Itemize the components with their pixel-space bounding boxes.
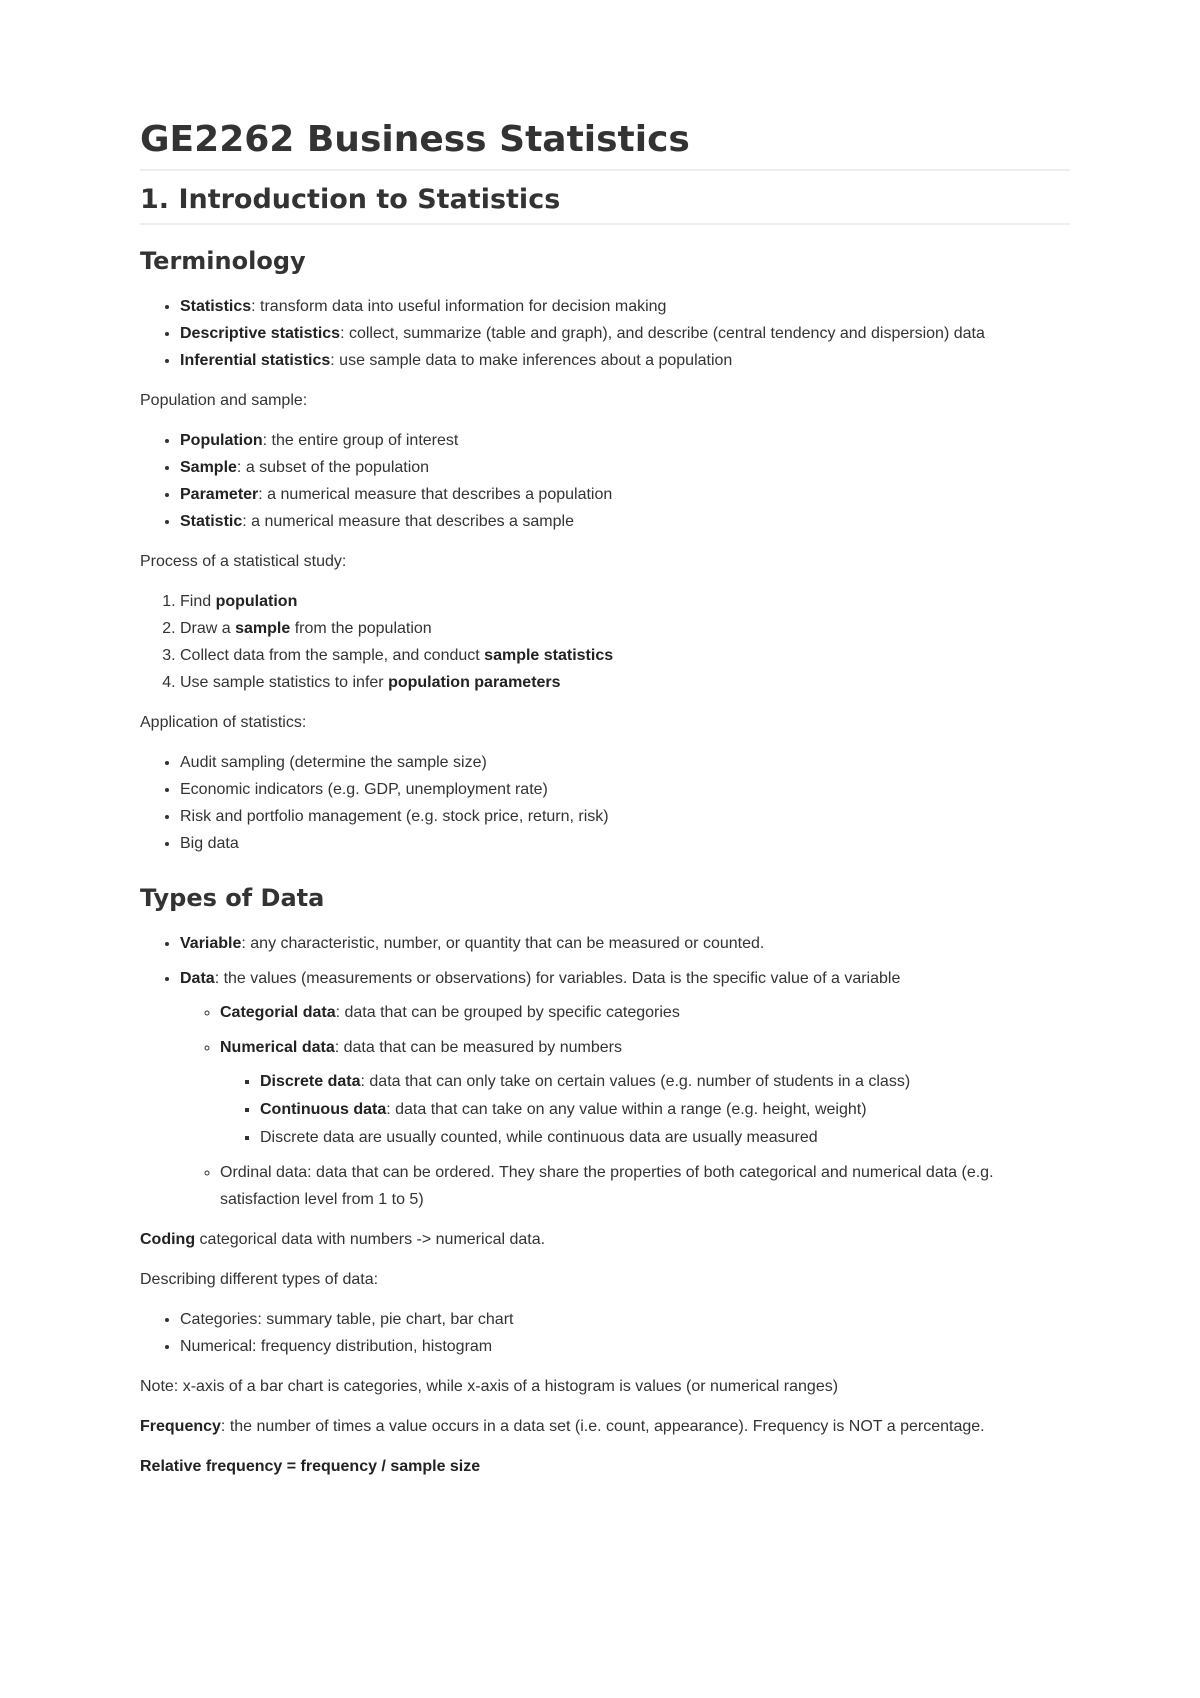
chapter-heading: 1. Introduction to Statistics — [140, 182, 1070, 225]
list-item: ◦ Ordinal data: data that can be ordered. They share the properties of both categorical and numerical data (e.g. satisfaction level from 1 to 5) — [220, 1159, 1070, 1213]
definition: : a numerical measure that describes a sample — [242, 513, 574, 530]
list-item: • Economic indicators (e.g. GDP, unemployment rate) — [180, 776, 1070, 803]
list-item: • Audit sampling (determine the sample size) — [180, 749, 1070, 776]
list-item — [180, 320, 1070, 347]
describing-intro: Describing different types of data: — [140, 1271, 379, 1288]
step-term: population parameters — [388, 674, 561, 691]
step-text: Draw a — [180, 620, 236, 637]
term: Sample — [180, 459, 237, 476]
list-item — [180, 508, 1070, 535]
definition: : use sample data to make inferences about a population — [330, 352, 733, 369]
term: Statistic — [180, 513, 243, 530]
application-intro: Application of statistics: — [140, 714, 307, 731]
list-item: • Big data — [180, 830, 1070, 857]
relative-frequency-formula — [140, 1453, 1070, 1480]
definition: : a subset of the population — [236, 459, 430, 476]
document-title: GE2262 Business Statistics — [140, 118, 1070, 171]
list-item — [260, 1096, 1070, 1123]
frequency-paragraph — [140, 1413, 1070, 1440]
definition: : the entire group of interest — [262, 432, 459, 449]
terminology-list — [140, 293, 1070, 374]
definition: : transform data into useful information for decision making — [251, 298, 667, 315]
terminology-heading: Terminology — [140, 247, 306, 275]
population-intro: Population and sample: — [140, 392, 308, 409]
process-list — [140, 588, 1070, 696]
application-list — [140, 749, 1070, 857]
list-item — [180, 930, 1070, 957]
data-subtypes-list — [180, 999, 1070, 1213]
document-page — [140, 118, 1070, 1493]
list-item — [180, 642, 1070, 669]
step-text: Collect data from the sample, and conduct — [180, 647, 485, 664]
term: Frequency — [140, 1418, 221, 1435]
list-item — [180, 481, 1070, 508]
list-item — [220, 999, 1070, 1026]
term: Descriptive statistics — [180, 325, 341, 342]
definition: : any characteristic, number, or quantity that can be measured or counted. — [241, 935, 765, 952]
list-item — [180, 615, 1070, 642]
term: Numerical data — [220, 1039, 335, 1056]
term: Coding — [140, 1231, 196, 1248]
list-item: • Numerical: frequency distribution, histogram — [180, 1333, 1070, 1360]
step-term: population — [215, 593, 298, 610]
list-item: ▪ Discrete data are usually counted, while continuous data are usually measured — [260, 1124, 1070, 1151]
term: Categorial data — [220, 1004, 336, 1021]
list-item: • Categories: summary table, pie chart, bar chart — [180, 1306, 1070, 1333]
population-list — [140, 427, 1070, 535]
definition: : the number of times a value occurs in a data set (i.e. count, appearance). Frequency is NOT a percentage. — [220, 1418, 985, 1435]
formula: Relative frequency = frequency / sample size — [140, 1458, 481, 1475]
list-item — [180, 965, 1070, 1213]
term: Statistics — [180, 298, 252, 315]
list-item — [180, 347, 1070, 374]
step-text: Use sample statistics to infer — [180, 674, 389, 691]
list-item: • Risk and portfolio management (e.g. stock price, return, risk) — [180, 803, 1070, 830]
term: Variable — [180, 935, 242, 952]
note-paragraph: Note: x-axis of a bar chart is categories, while x-axis of a histogram is values (or numerical ranges) — [140, 1378, 839, 1395]
definition: : data that can be measured by numbers — [334, 1039, 622, 1056]
definition: : data that can only take on certain values (e.g. number of students in a class) — [360, 1073, 911, 1090]
term: Inferential statistics — [180, 352, 331, 369]
list-item — [180, 669, 1070, 696]
step-text: Find — [180, 593, 216, 610]
term: Continuous data — [260, 1101, 387, 1118]
list-item — [220, 1034, 1070, 1151]
list-item — [180, 427, 1070, 454]
definition: : data that can take on any value within a range (e.g. height, weight) — [386, 1101, 867, 1118]
step-term: sample statistics — [484, 647, 614, 664]
term: Parameter — [180, 486, 259, 503]
numerical-subtypes-list — [220, 1068, 1070, 1151]
describing-list — [140, 1306, 1070, 1360]
term: Data — [180, 970, 215, 987]
types-of-data-heading: Types of Data — [140, 884, 325, 912]
term: Population — [180, 432, 263, 449]
process-intro: Process of a statistical study: — [140, 553, 347, 570]
step-term: sample — [235, 620, 291, 637]
list-item — [180, 293, 1070, 320]
list-item — [260, 1068, 1070, 1095]
definition: : data that can be grouped by specific categories — [335, 1004, 680, 1021]
list-item — [180, 588, 1070, 615]
definition: : collect, summarize (table and graph), and describe (central tendency and dispersion) data — [340, 325, 985, 342]
term: Discrete data — [260, 1073, 361, 1090]
definition: : a numerical measure that describes a population — [258, 486, 613, 503]
types-list — [140, 930, 1070, 1213]
definition: : the values (measurements or observations) for variables. Data is the specific value of a variable — [214, 970, 901, 987]
definition: categorical data with numbers -> numerical data. — [195, 1231, 546, 1248]
list-item — [180, 454, 1070, 481]
coding-paragraph — [140, 1226, 1070, 1253]
step-text: from the population — [290, 620, 432, 637]
